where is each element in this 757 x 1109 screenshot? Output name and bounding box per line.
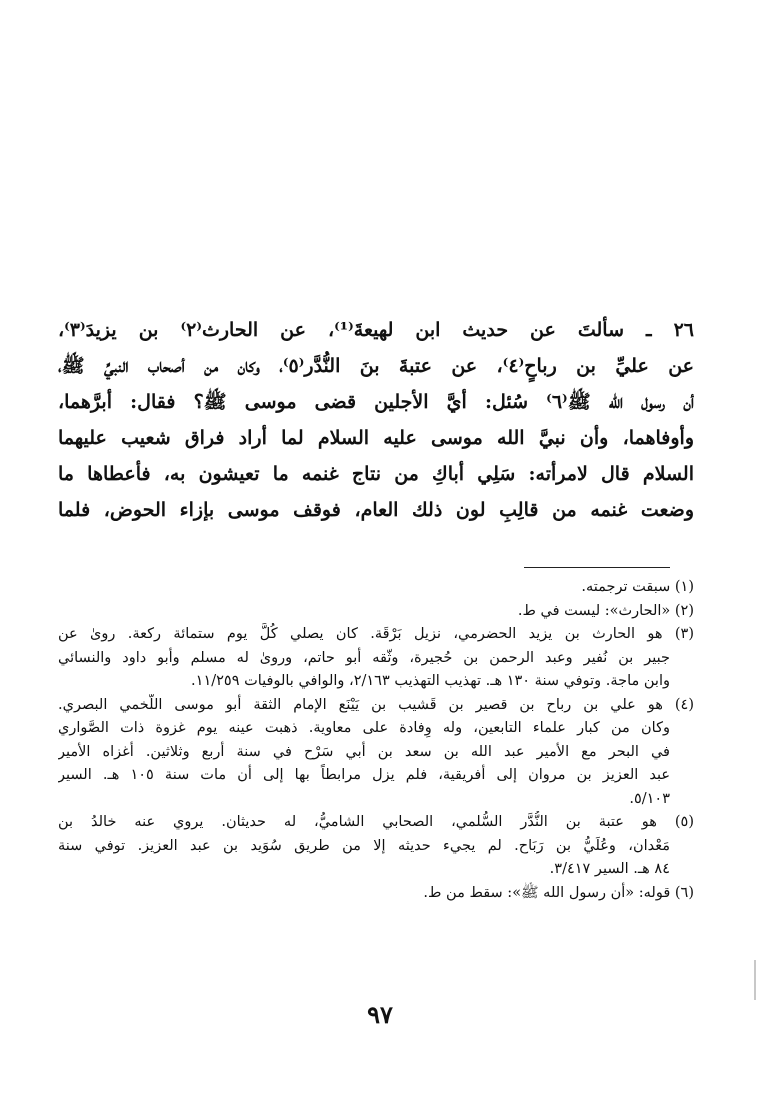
- main-text-block: [58, 312, 694, 528]
- page-number: ٩٧: [367, 1000, 393, 1029]
- footnote-line: (٦) قوله: «أن رسول الله ﷺ»: سقط من ط.: [423, 884, 694, 901]
- footnote-line: (٣) هو الحارث بن يزيد الحضرمي، نزيل بَرْقَة. كان يصلي كُلَّ يوم ستمائة ركعة. روىٰ عن: [58, 626, 694, 642]
- footnote-line: عبد العزيز بن مروان إلى أفريقية، فلم يزل مرابطاً بها إلى أن مات سنة ١٠٥ هـ. السير: [58, 767, 671, 783]
- scan-edge-mark: [754, 960, 756, 1000]
- footnote-line: جبير بن نُفير وعبد الرحمن بن حُجيرة، وثّقه أبو حاتم، وروىٰ له مسلم وأبو داود والنسائي: [58, 649, 670, 666]
- footnote-line: (٤) هو علي بن رباح بن قصير بن قَشيب بن يَيْنَع الإمام الثقة أبو موسى اللَّخمي البصري.: [58, 696, 694, 713]
- footnote-line: ٥/١٠٣.: [629, 790, 670, 807]
- main-text-line: ٢٦ ـ سألتَ عن حديث ابن لهيعةَ⁽¹⁾، عن الحارث⁽٢⁾ بن يزيدَ⁽٣⁾،: [58, 319, 694, 341]
- footnote-line: (٥) هو عتبة بن النُّدَّر السُّلمي، الصحابي الشاميُّ، له حديثان. يروي عنه خالدُ بن: [58, 814, 694, 830]
- footnote-line: في البحر مع الأمير عبد الله بن سعد بن أبي سَرْح في سنة أربع وثلاثين. أغزاه الأمير: [58, 743, 670, 760]
- main-text-line: وأوفاهما، وأن نبيَّ الله موسى عليه السلام لما أراد فراق شعيب عليهما: [58, 427, 694, 449]
- main-text-line: السلام قال لامرأته: سَلِي أباكِ من نتاج غنمه ما تعيشون به، فأعطاها ما: [58, 463, 694, 485]
- footnote-line: (٢) «الحارث»: ليست في ط.: [517, 602, 694, 619]
- main-text-line: وضعت غنمه من قالِبِ لون ذلك العام، فوقف موسى بإزاء الحوض، فلما: [58, 499, 694, 521]
- footnote-line: وابن ماجة. وتوفي سنة ١٣٠ هـ. تهذيب التهذيب ٢/١٦٣، والوافي بالوفيات ١١/٢٥٩.: [191, 673, 670, 689]
- main-text-line: عن عليِّ بن رباحٍ⁽٤⁾، عن عتبةَ بنَ النُّدَّر⁽٥⁾، وكان من أصحاب النبيِّ ﷺ،: [58, 355, 694, 377]
- footnote-line: ٨٤ هـ. السير ٣/٤١٧.: [549, 861, 670, 877]
- footnote-line: مَعْدان، وعُلَيُّ بن رَبَاح. لم يجيء حديثه إلا من طريق سُوَيد بن عبد العزيز. توفي سنة: [58, 837, 670, 854]
- footnote-separator: [524, 567, 670, 568]
- footnotes-block: [58, 576, 694, 905]
- footnote-line: (١) سبقت ترجمته.: [581, 579, 694, 595]
- footnote-line: وكان من كبار علماء التابعين، وله وِفادة على معاوية. ذهبت عينه يوم غزوة ذات الصَّواري: [58, 720, 670, 736]
- main-text-line: أن رسول الله ﷺ⁽٦⁾ سُئل: أيَّ الأجلين قضى موسى ﷺ؟ فقال: أبرَّهما،: [58, 391, 694, 413]
